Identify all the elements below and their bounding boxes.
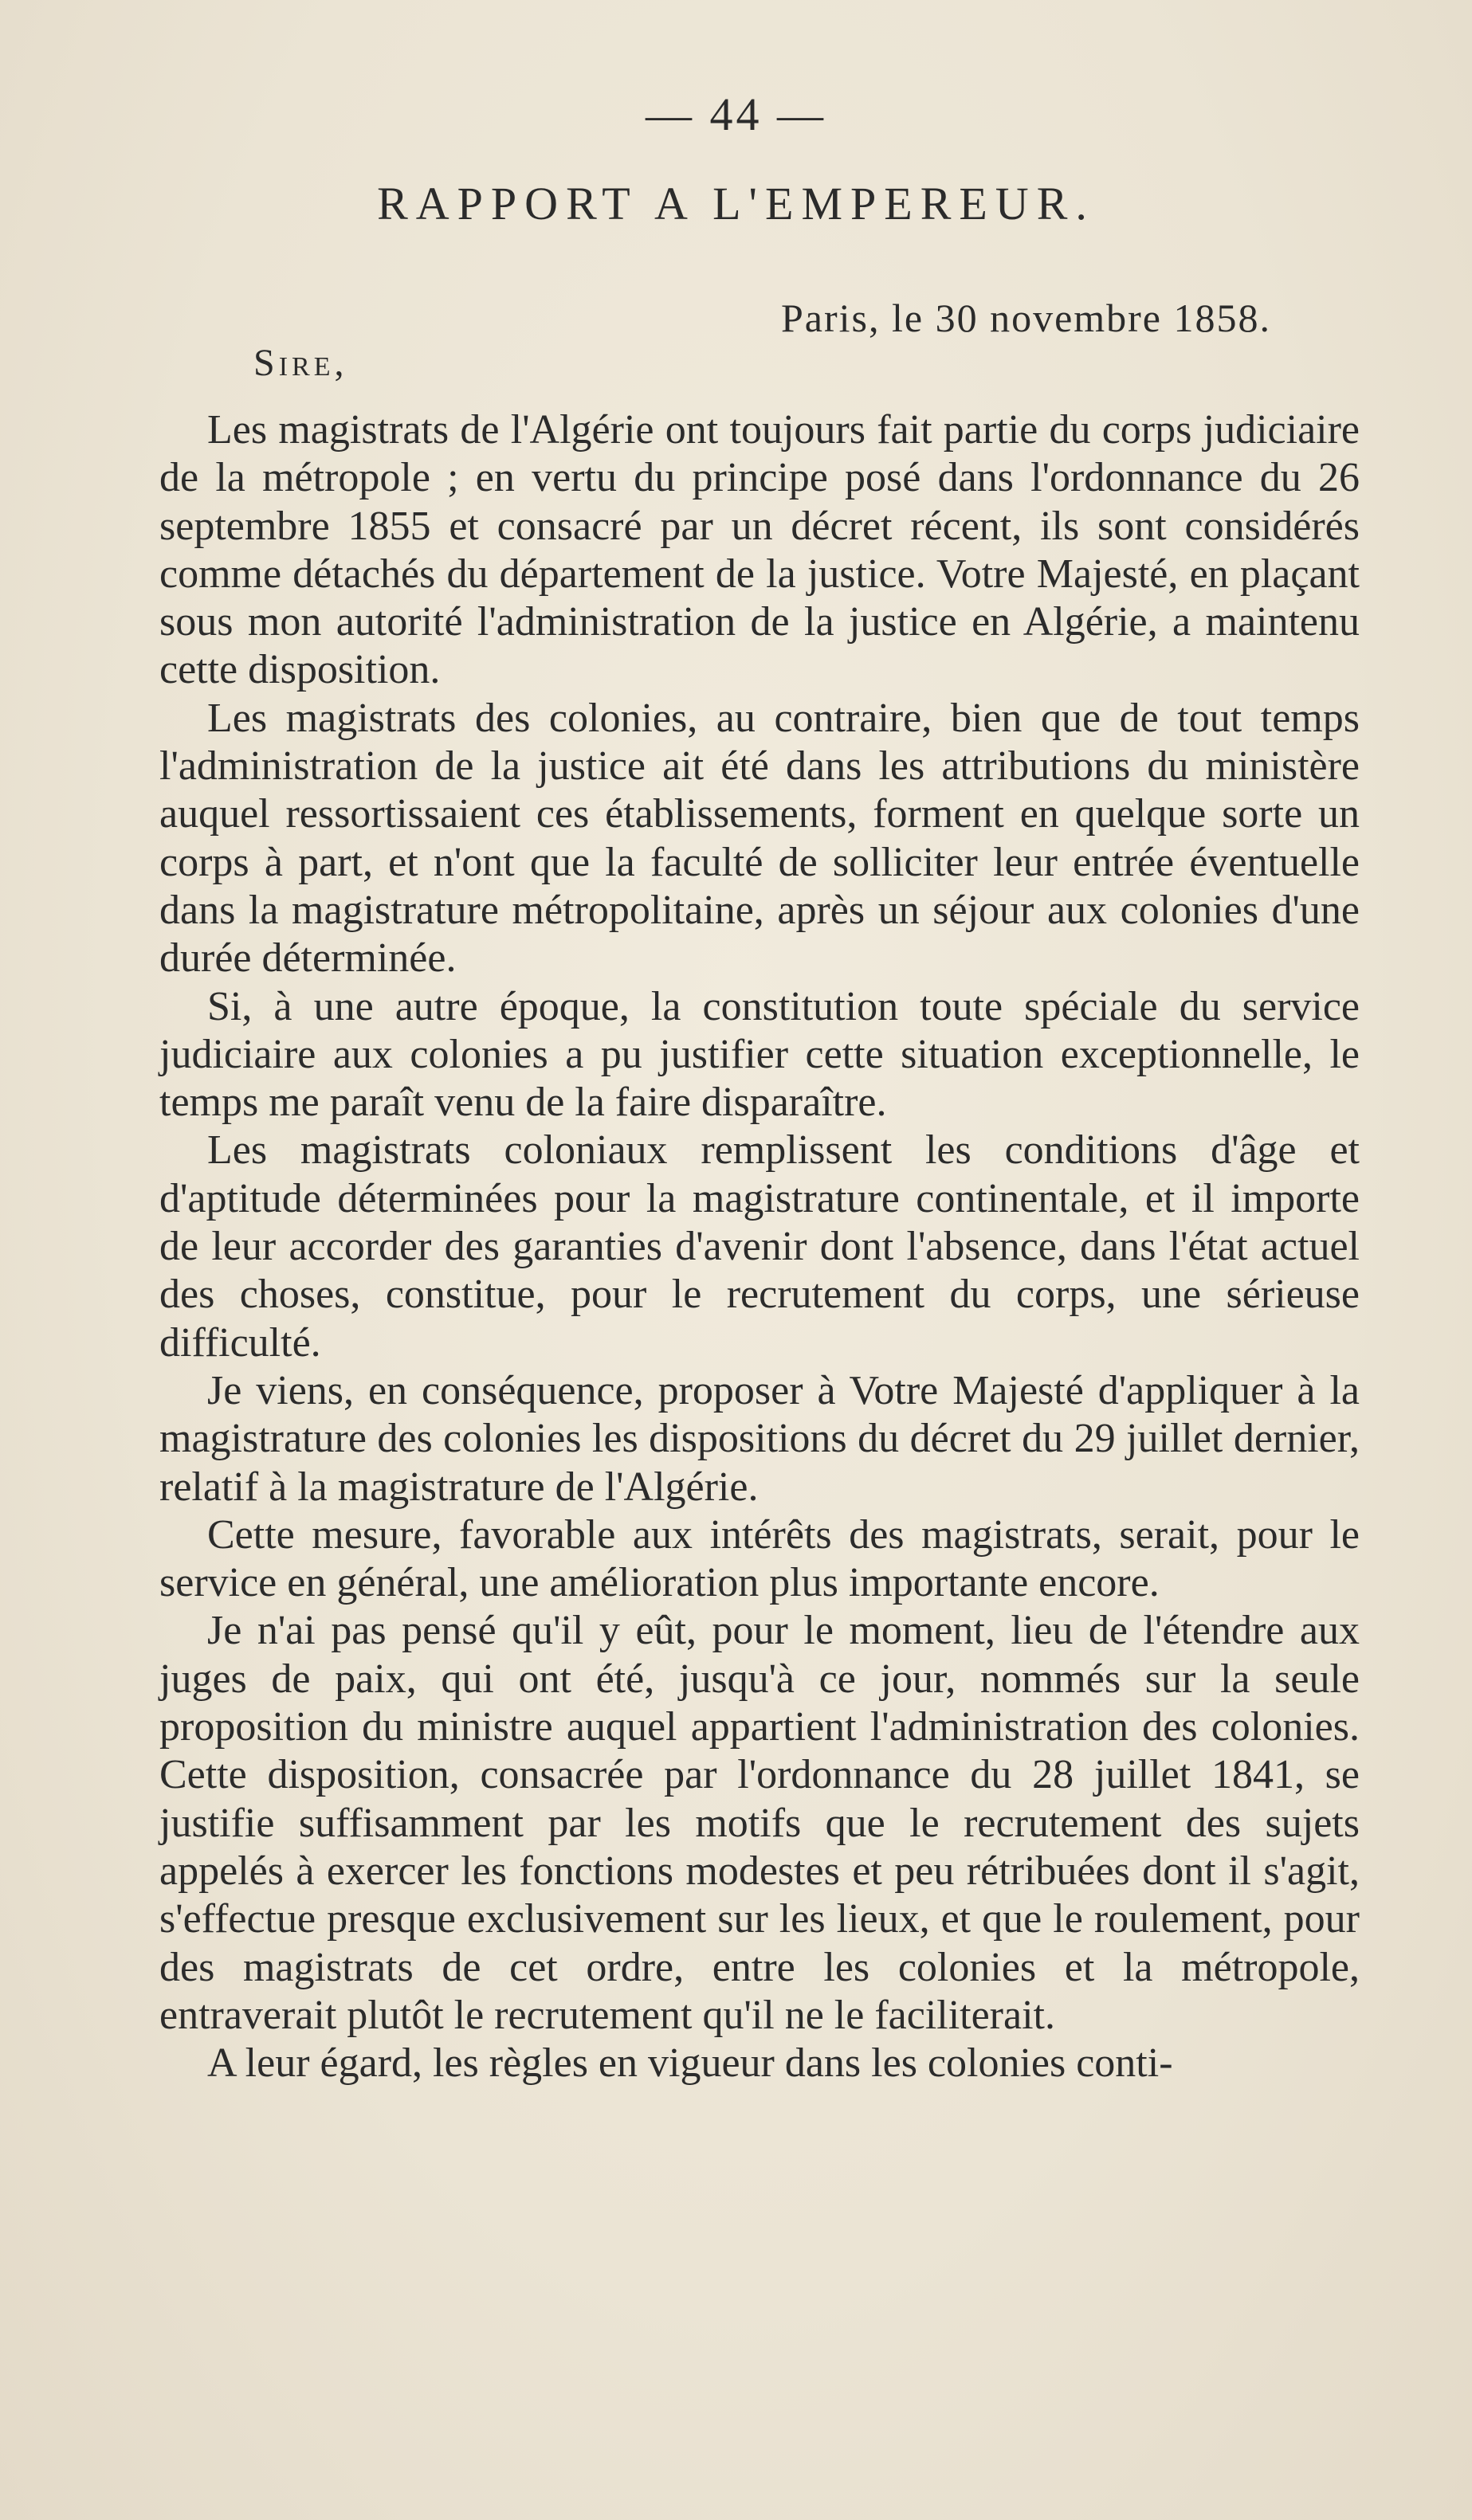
paragraph-5: Je viens, en conséquence, proposer à Votre Majesté d'appliquer à la magistrature des colonies les dispositions du décret du 29 juillet dernier, relatif à la magistrature de l'Algérie.	[159, 1367, 1360, 1510]
page-number: — 44 —	[646, 88, 826, 140]
page-title: RAPPORT A L'EMPEREUR.	[377, 178, 1095, 229]
paragraph-4: Les magistrats coloniaux remplissent les conditions d'âge et d'aptitude déterminées pour la magistrature continentale, et il importe de leur accorder des garanties d'avenir dont l'absence, dans l'état actuel des choses, constitue, pour le recrutement du corps, une sérieuse difficulté.	[159, 1127, 1360, 1366]
paragraph-1: Les magistrats de l'Algérie ont toujours fait partie du corps judiciaire de la métropole ; en vertu du principe posé dans l'ordonnance du 26 septembre 1855 et consacré par un décret récent, ils sont considérés comme détachés du département de la justice. Votre Majesté, en plaçant sous mon autorité l'administration de la justice en Algérie, a maintenu cette disposition.	[159, 407, 1360, 693]
paragraph-7: Je n'ai pas pensé qu'il y eût, pour le moment, lieu de l'étendre aux juges de paix, qui ont été, jusqu'à ce jour, nommés sur la seule proposition du ministre auquel appartient l'administration des colonies. Cette disposition, consacrée par l'ordonnance du 28 juillet 1841, se justifie suffisamment par les motifs que le recrutement des sujets appelés à exercer les fonctions modestes et peu rétribuées dont il s'agit, s'effectue presque exclusivement sur les lieux, et que le roulement, pour des magistrats de cet ordre, entre les colonies et la métropole, entraverait plutôt le recrutement qu'il ne le faciliterait.	[159, 1608, 1360, 2038]
salutation: Sire,	[253, 342, 348, 384]
paragraph-3: Si, à une autre époque, la constitution toute spéciale du service judiciaire aux colonies a pu justifier cette situation exceptionnelle, le temps me paraît venu de la faire disparaître.	[159, 983, 1360, 1126]
paragraph-2: Les magistrats des colonies, au contraire, bien que de tout temps l'administration de la justice ait été dans les attributions du ministère auquel ressortissaient ces établissements, forment en quelque sorte un corps à part, et n'ont que la faculté de solliciter leur entrée éventuelle dans la magistrature métropolitaine, après un séjour aux colonies d'une durée déterminée.	[159, 695, 1360, 982]
paragraph-6: Cette mesure, favorable aux intérêts des magistrats, serait, pour le service en général, une amélioration plus importante encore.	[159, 1511, 1360, 1606]
body-text	[159, 406, 1360, 2087]
dateline: Paris, le 30 novembre 1858.	[780, 296, 1271, 340]
paragraph-8: A leur égard, les règles en vigueur dans les colonies conti-	[207, 2040, 1173, 2087]
